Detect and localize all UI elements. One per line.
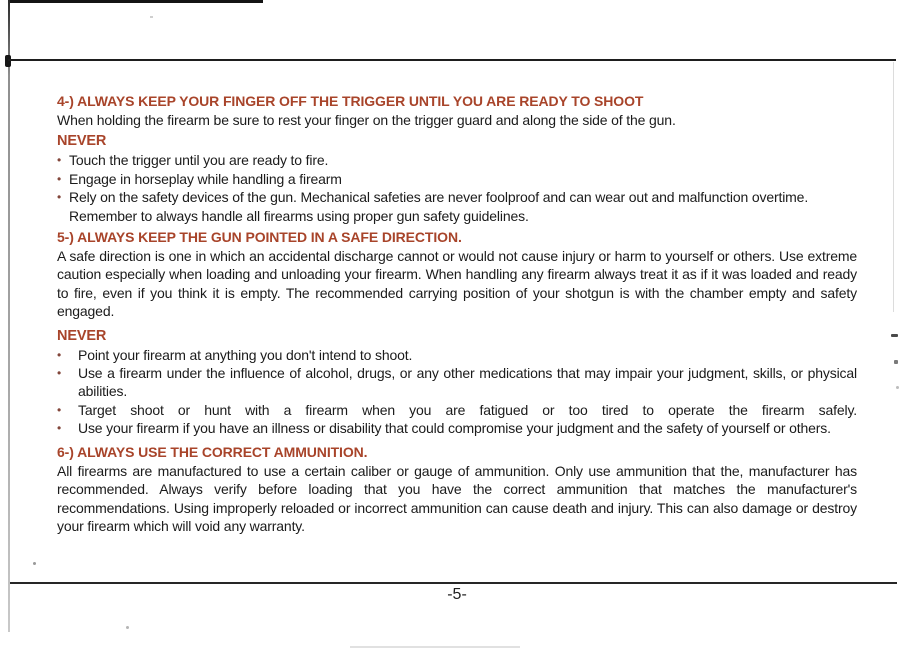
scan-speck <box>150 16 153 18</box>
bullet-icon: • <box>57 366 62 381</box>
right-margin-speck <box>896 386 899 389</box>
page-content <box>57 92 857 535</box>
section-6-heading: 6-) ALWAYS USE THE CORRECT AMMUNITION. <box>57 443 368 460</box>
list-item <box>57 364 857 401</box>
list-item-text: Point your firearm at anything you don't intend to shoot. <box>78 346 413 363</box>
section-5-paragraph: A safe direction is one in which an accidental discharge cannot or would not cause injury or harm to yourself or others. Use extreme caution especially when loading and unloading your firearm. When handling any firearm always treat it as if it was loaded and ready to fire, even if you think it is empty. The recommended carrying position of your shotgun is with the chamber empty and safety engaged. <box>57 248 857 320</box>
page-number: -5- <box>447 586 467 603</box>
list-item-text: Engage in horseplay while handling a firearm <box>69 170 342 187</box>
list-item-text: Touch the trigger until you are ready to fire. <box>69 152 329 169</box>
section-6-paragraph: All firearms are manufactured to use a certain caliber or gauge of ammunition. Only use ammunition that the, manufacturer has recommended. Always verify before loading that you have the correct ammunition that matches the manufacturer's recommendations. Using improperly reloaded or incorrect ammunition can cause death and injury. This can also damage or destroy your firearm which will void any warranty. <box>57 462 857 534</box>
section-4-heading: 4-) ALWAYS KEEP YOUR FINGER OFF THE TRIGGER UNTIL YOU ARE READY TO SHOOT <box>57 93 644 109</box>
list-item <box>57 188 857 225</box>
right-edge-scan-line <box>893 62 894 312</box>
bullet-icon: • <box>57 347 62 362</box>
scan-speck <box>126 626 129 629</box>
list-item-text: Use your firearm if you have an illness or disability that could compromise your judgment and the safety of yourself or others. <box>78 420 831 437</box>
list-item <box>57 401 857 419</box>
list-item <box>57 419 857 437</box>
bullet-icon: • <box>57 421 62 436</box>
section-5-never-heading: NEVER <box>57 327 107 344</box>
list-item <box>57 170 857 188</box>
list-item-text: Use a firearm under the influence of alcohol, drugs, or any other medications that may impair your judgment, skills, or physical abilities. <box>78 365 857 400</box>
bullet-icon: • <box>57 190 62 205</box>
bullet-icon: • <box>57 153 62 168</box>
left-corner-ink-blob <box>5 55 11 67</box>
list-item-text: Target shoot or hunt with a firearm when you are fatigued or too tired to operate the firearm safely. <box>78 401 857 418</box>
bullet-icon: • <box>57 402 62 417</box>
section-5-heading: 5-) ALWAYS KEEP THE GUN POINTED IN A SAFE DIRECTION. <box>57 229 462 246</box>
list-item-text: Rely on the safety devices of the gun. Mechanical safeties are never foolproof and can wear out and malfunction overtime. Remember to always handle all firearms using proper gun safety guidelines. <box>69 189 809 224</box>
section-5-never-list <box>57 346 857 438</box>
bottom-scan-smudge <box>350 646 520 648</box>
scan-speck <box>33 562 36 565</box>
list-item <box>57 151 857 169</box>
section-4-paragraph: When holding the firearm be sure to rest your finger on the trigger guard and along the side of the gun. <box>57 112 676 128</box>
top-horizontal-rule <box>8 59 896 61</box>
list-item <box>57 346 857 364</box>
top-edge-scan-line <box>10 0 263 3</box>
bottom-horizontal-rule <box>10 582 897 584</box>
section-4-never-list <box>57 151 857 225</box>
right-margin-mark <box>894 360 898 364</box>
right-margin-mark <box>891 334 898 337</box>
left-edge-scan-line <box>8 0 10 632</box>
section-4-never-heading: NEVER <box>57 133 107 150</box>
bullet-icon: • <box>57 171 62 186</box>
